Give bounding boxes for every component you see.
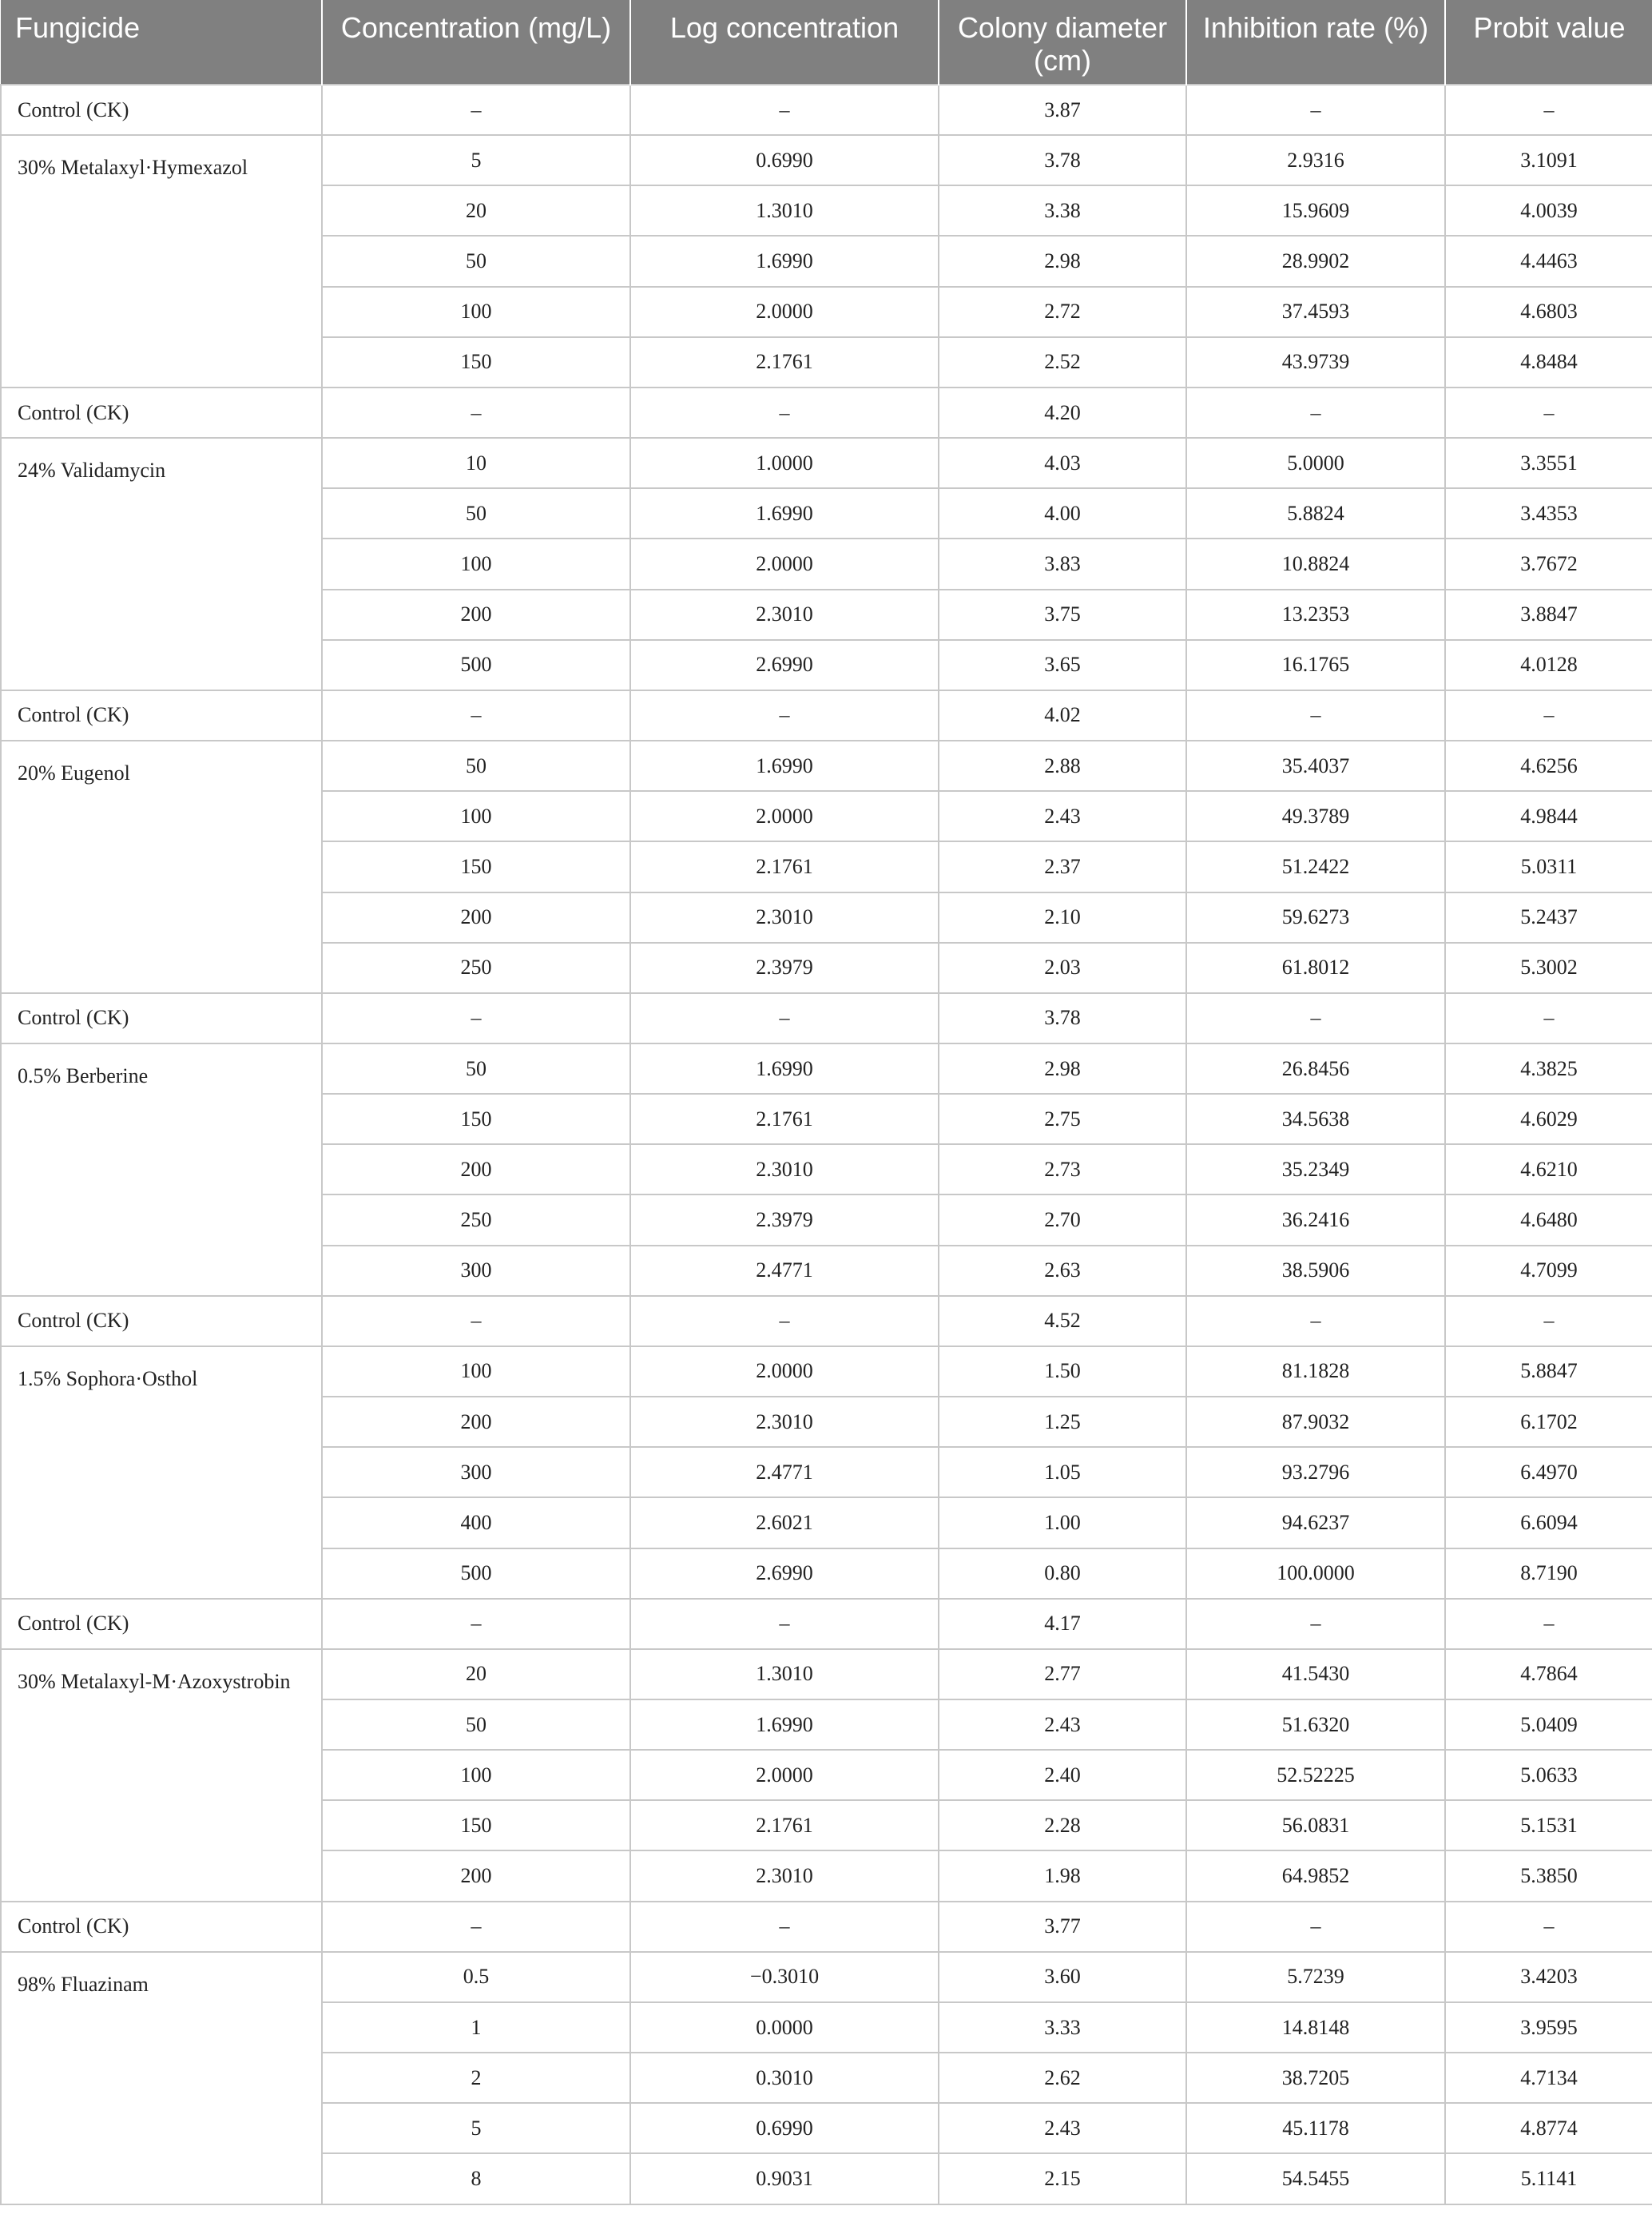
inhibition-rate-cell: 26.8456 [1186,1043,1445,1094]
probit-value-cell: 4.6029 [1445,1094,1652,1144]
table-row [1,1952,1652,2002]
control-row [1,690,1652,741]
concentration-cell: 200 [322,892,630,943]
probit-value-cell: 5.1141 [1445,2153,1652,2204]
concentration-cell: – [322,993,630,1043]
colony-diameter-cell: 2.52 [939,337,1186,388]
colony-diameter-cell: 2.10 [939,892,1186,943]
colony-diameter-cell: 2.03 [939,943,1186,993]
inhibition-rate-cell: 81.1828 [1186,1346,1445,1397]
colony-diameter-cell: 2.62 [939,2053,1186,2103]
colony-diameter-cell: 3.33 [939,2002,1186,2053]
log-concentration-cell: 0.0000 [630,2002,939,2053]
control-row [1,85,1652,135]
log-concentration-cell: 1.3010 [630,1649,939,1699]
concentration-cell: – [322,1599,630,1649]
probit-value-cell: 4.6803 [1445,287,1652,337]
colony-diameter-cell: 2.77 [939,1649,1186,1699]
inhibition-rate-cell: 37.4593 [1186,287,1445,337]
colony-diameter-cell: 3.65 [939,640,1186,690]
log-concentration-cell: 1.3010 [630,185,939,236]
concentration-cell: 150 [322,1800,630,1850]
log-concentration-cell: 2.1761 [630,1800,939,1850]
log-concentration-cell: – [630,85,939,135]
header-inhibition-rate: Inhibition rate (%) [1186,0,1445,85]
probit-value-cell: 5.8847 [1445,1346,1652,1397]
colony-diameter-cell: 2.88 [939,741,1186,791]
concentration-cell: 10 [322,438,630,488]
fungicide-name-cell: 30% Metalaxyl-M·Azoxystrobin [1,1649,322,1902]
fungicide-name-cell: 1.5% Sophora·Osthol [1,1346,322,1599]
concentration-cell: 1 [322,2002,630,2053]
log-concentration-cell: 0.3010 [630,2053,939,2103]
concentration-cell: – [322,1296,630,1346]
concentration-cell: 5 [322,135,630,185]
inhibition-rate-cell: 2.9316 [1186,135,1445,185]
inhibition-rate-cell: 93.2796 [1186,1447,1445,1497]
concentration-cell: 100 [322,791,630,841]
concentration-cell: 250 [322,1194,630,1245]
probit-value-cell: 4.6480 [1445,1194,1652,1245]
inhibition-rate-cell: 51.6320 [1186,1699,1445,1750]
log-concentration-cell: 1.6990 [630,488,939,539]
concentration-cell: 150 [322,337,630,388]
colony-diameter-cell: 4.00 [939,488,1186,539]
log-concentration-cell: 2.3979 [630,943,939,993]
colony-diameter-cell: 1.50 [939,1346,1186,1397]
inhibition-rate-cell: – [1186,85,1445,135]
colony-diameter-cell: 3.60 [939,1952,1186,2002]
inhibition-rate-cell: 87.9032 [1186,1397,1445,1447]
concentration-cell: 500 [322,640,630,690]
probit-value-cell: 4.7134 [1445,2053,1652,2103]
colony-diameter-cell: 2.73 [939,1144,1186,1194]
probit-value-cell: 4.3825 [1445,1043,1652,1094]
log-concentration-cell: 2.6021 [630,1497,939,1548]
inhibition-rate-cell: 61.8012 [1186,943,1445,993]
probit-value-cell: – [1445,1296,1652,1346]
colony-diameter-cell: 4.52 [939,1296,1186,1346]
header-colony-diameter: Colony diameter (cm) [939,0,1186,85]
log-concentration-cell: – [630,1296,939,1346]
fungicide-name-cell: 24% Validamycin [1,438,322,690]
concentration-cell: 50 [322,741,630,791]
colony-diameter-cell: 1.98 [939,1850,1186,1901]
probit-value-cell: 5.3850 [1445,1850,1652,1901]
inhibition-rate-cell: 36.2416 [1186,1194,1445,1245]
colony-diameter-cell: 2.40 [939,1750,1186,1800]
inhibition-rate-cell: 45.1178 [1186,2103,1445,2153]
control-row [1,993,1652,1043]
colony-diameter-cell: 2.98 [939,236,1186,286]
table-row [1,741,1652,791]
concentration-cell: 100 [322,1750,630,1800]
probit-value-cell: 4.8774 [1445,2103,1652,2153]
probit-value-cell: 8.7190 [1445,1548,1652,1599]
log-concentration-cell: −0.3010 [630,1952,939,2002]
inhibition-rate-cell: – [1186,1296,1445,1346]
control-row [1,1599,1652,1649]
probit-value-cell: 3.3551 [1445,438,1652,488]
log-concentration-cell: – [630,993,939,1043]
probit-value-cell: 3.9595 [1445,2002,1652,2053]
fungicide-name-cell: 98% Fluazinam [1,1952,322,2204]
concentration-cell: 50 [322,1043,630,1094]
inhibition-rate-cell: – [1186,993,1445,1043]
concentration-cell: 400 [322,1497,630,1548]
inhibition-rate-cell: 15.9609 [1186,185,1445,236]
probit-value-cell: 6.6094 [1445,1497,1652,1548]
probit-value-cell: 4.0128 [1445,640,1652,690]
table-body [1,85,1652,2204]
log-concentration-cell: 0.9031 [630,2153,939,2204]
concentration-cell: 20 [322,1649,630,1699]
concentration-cell: 250 [322,943,630,993]
inhibition-rate-cell: 54.5455 [1186,2153,1445,2204]
inhibition-rate-cell: 52.52225 [1186,1750,1445,1800]
concentration-cell: 50 [322,1699,630,1750]
colony-diameter-cell: 2.70 [939,1194,1186,1245]
log-concentration-cell: 1.6990 [630,1699,939,1750]
log-concentration-cell: 1.6990 [630,1043,939,1094]
table-row [1,1346,1652,1397]
probit-value-cell: 3.8847 [1445,590,1652,640]
log-concentration-cell: 0.6990 [630,135,939,185]
inhibition-rate-cell: – [1186,690,1445,741]
probit-value-cell: 4.7099 [1445,1246,1652,1296]
inhibition-rate-cell: 38.7205 [1186,2053,1445,2103]
colony-diameter-cell: 3.78 [939,135,1186,185]
table-row [1,135,1652,185]
log-concentration-cell: 2.4771 [630,1246,939,1296]
control-row [1,388,1652,438]
colony-diameter-cell: 3.75 [939,590,1186,640]
colony-diameter-cell: 2.98 [939,1043,1186,1094]
log-concentration-cell: 2.3010 [630,590,939,640]
log-concentration-cell: 2.1761 [630,841,939,892]
colony-diameter-cell: 3.83 [939,539,1186,589]
log-concentration-cell: 2.6990 [630,640,939,690]
control-label-cell: Control (CK) [1,993,322,1043]
inhibition-rate-cell: 38.5906 [1186,1246,1445,1296]
concentration-cell: 8 [322,2153,630,2204]
log-concentration-cell: 2.0000 [630,791,939,841]
probit-value-cell: 4.9844 [1445,791,1652,841]
colony-diameter-cell: 2.75 [939,1094,1186,1144]
colony-diameter-cell: 2.28 [939,1800,1186,1850]
concentration-cell: – [322,1902,630,1952]
control-label-cell: Control (CK) [1,690,322,741]
concentration-cell: 200 [322,1397,630,1447]
concentration-cell: – [322,690,630,741]
control-label-cell: Control (CK) [1,1296,322,1346]
control-label-cell: Control (CK) [1,1599,322,1649]
concentration-cell: 5 [322,2103,630,2153]
inhibition-rate-cell: 5.0000 [1186,438,1445,488]
fungicide-name-cell: 20% Eugenol [1,741,322,993]
inhibition-rate-cell: 14.8148 [1186,2002,1445,2053]
probit-value-cell: 4.6210 [1445,1144,1652,1194]
log-concentration-cell: – [630,388,939,438]
log-concentration-cell: – [630,1902,939,1952]
inhibition-rate-cell: – [1186,1902,1445,1952]
colony-diameter-cell: 2.43 [939,2103,1186,2153]
log-concentration-cell: 2.0000 [630,287,939,337]
colony-diameter-cell: 2.15 [939,2153,1186,2204]
inhibition-rate-cell: 10.8824 [1186,539,1445,589]
concentration-cell: 100 [322,539,630,589]
concentration-cell: 100 [322,1346,630,1397]
control-label-cell: Control (CK) [1,1902,322,1952]
inhibition-rate-cell: 16.1765 [1186,640,1445,690]
concentration-cell: 100 [322,287,630,337]
table-row [1,1649,1652,1699]
probit-value-cell: 4.6256 [1445,741,1652,791]
log-concentration-cell: 2.6990 [630,1548,939,1599]
log-concentration-cell: 2.3010 [630,892,939,943]
concentration-cell: 300 [322,1447,630,1497]
probit-value-cell: 4.7864 [1445,1649,1652,1699]
probit-value-cell: – [1445,85,1652,135]
log-concentration-cell: 2.3010 [630,1144,939,1194]
probit-value-cell: 6.4970 [1445,1447,1652,1497]
log-concentration-cell: 1.6990 [630,741,939,791]
concentration-cell: – [322,388,630,438]
concentration-cell: 200 [322,1144,630,1194]
colony-diameter-cell: 4.02 [939,690,1186,741]
control-row [1,1296,1652,1346]
colony-diameter-cell: 3.78 [939,993,1186,1043]
inhibition-rate-cell: – [1186,388,1445,438]
inhibition-rate-cell: 35.4037 [1186,741,1445,791]
log-concentration-cell: – [630,690,939,741]
probit-value-cell: 5.0311 [1445,841,1652,892]
probit-value-cell: 5.1531 [1445,1800,1652,1850]
colony-diameter-cell: 0.80 [939,1548,1186,1599]
log-concentration-cell: 2.4771 [630,1447,939,1497]
probit-value-cell: – [1445,1902,1652,1952]
inhibition-rate-cell: 28.9902 [1186,236,1445,286]
colony-diameter-cell: 3.77 [939,1902,1186,1952]
log-concentration-cell: 2.3979 [630,1194,939,1245]
probit-value-cell: – [1445,993,1652,1043]
concentration-cell: 20 [322,185,630,236]
concentration-cell: 2 [322,2053,630,2103]
inhibition-rate-cell: 41.5430 [1186,1649,1445,1699]
header-concentration: Concentration (mg/L) [322,0,630,85]
colony-diameter-cell: 3.38 [939,185,1186,236]
colony-diameter-cell: 4.17 [939,1599,1186,1649]
inhibition-rate-cell: 51.2422 [1186,841,1445,892]
header-log-concentration: Log concentration [630,0,939,85]
concentration-cell: 300 [322,1246,630,1296]
inhibition-rate-cell: 100.0000 [1186,1548,1445,1599]
probit-value-cell: 3.7672 [1445,539,1652,589]
colony-diameter-cell: 2.37 [939,841,1186,892]
colony-diameter-cell: 4.03 [939,438,1186,488]
log-concentration-cell: 0.6990 [630,2103,939,2153]
concentration-cell: 0.5 [322,1952,630,2002]
colony-diameter-cell: 2.43 [939,1699,1186,1750]
probit-value-cell: – [1445,388,1652,438]
concentration-cell: 200 [322,1850,630,1901]
colony-diameter-cell: 1.25 [939,1397,1186,1447]
header-probit-value: Probit value [1445,0,1652,85]
inhibition-rate-cell: – [1186,1599,1445,1649]
probit-value-cell: 4.8484 [1445,337,1652,388]
probit-value-cell: 4.4463 [1445,236,1652,286]
colony-diameter-cell: 4.20 [939,388,1186,438]
inhibition-rate-cell: 94.6237 [1186,1497,1445,1548]
header-row [1,0,1652,85]
colony-diameter-cell: 1.00 [939,1497,1186,1548]
header-fungicide: Fungicide [1,0,322,85]
log-concentration-cell: 2.3010 [630,1397,939,1447]
log-concentration-cell: 2.1761 [630,1094,939,1144]
inhibition-rate-cell: 13.2353 [1186,590,1445,640]
control-row [1,1902,1652,1952]
fungicide-name-cell: 0.5% Berberine [1,1043,322,1296]
log-concentration-cell: 2.0000 [630,1346,939,1397]
probit-value-cell: – [1445,690,1652,741]
colony-diameter-cell: 2.72 [939,287,1186,337]
colony-diameter-cell: 2.63 [939,1246,1186,1296]
table-row [1,438,1652,488]
inhibition-rate-cell: 35.2349 [1186,1144,1445,1194]
inhibition-rate-cell: 59.6273 [1186,892,1445,943]
probit-value-cell: 3.4353 [1445,488,1652,539]
colony-diameter-cell: 3.87 [939,85,1186,135]
concentration-cell: 200 [322,590,630,640]
inhibition-rate-cell: 64.9852 [1186,1850,1445,1901]
log-concentration-cell: – [630,1599,939,1649]
inhibition-rate-cell: 5.7239 [1186,1952,1445,2002]
concentration-cell: 150 [322,841,630,892]
probit-value-cell: 4.0039 [1445,185,1652,236]
probit-value-cell: 5.0633 [1445,1750,1652,1800]
log-concentration-cell: 2.1761 [630,337,939,388]
colony-diameter-cell: 1.05 [939,1447,1186,1497]
log-concentration-cell: 1.0000 [630,438,939,488]
control-label-cell: Control (CK) [1,85,322,135]
probit-value-cell: 5.3002 [1445,943,1652,993]
inhibition-rate-cell: 34.5638 [1186,1094,1445,1144]
probit-value-cell: – [1445,1599,1652,1649]
inhibition-rate-cell: 56.0831 [1186,1800,1445,1850]
table-row [1,1043,1652,1094]
log-concentration-cell: 2.0000 [630,539,939,589]
concentration-cell: 50 [322,488,630,539]
fungicide-name-cell: 30% Metalaxyl·Hymexazol [1,135,322,388]
probit-value-cell: 3.4203 [1445,1952,1652,2002]
probit-value-cell: 6.1702 [1445,1397,1652,1447]
inhibition-rate-cell: 5.8824 [1186,488,1445,539]
concentration-cell: – [322,85,630,135]
probit-value-cell: 3.1091 [1445,135,1652,185]
control-label-cell: Control (CK) [1,388,322,438]
probit-value-cell: 5.2437 [1445,892,1652,943]
inhibition-rate-cell: 43.9739 [1186,337,1445,388]
colony-diameter-cell: 2.43 [939,791,1186,841]
inhibition-rate-cell: 49.3789 [1186,791,1445,841]
log-concentration-cell: 1.6990 [630,236,939,286]
probit-value-cell: 5.0409 [1445,1699,1652,1750]
log-concentration-cell: 2.3010 [630,1850,939,1901]
concentration-cell: 50 [322,236,630,286]
concentration-cell: 500 [322,1548,630,1599]
concentration-cell: 150 [322,1094,630,1144]
log-concentration-cell: 2.0000 [630,1750,939,1800]
